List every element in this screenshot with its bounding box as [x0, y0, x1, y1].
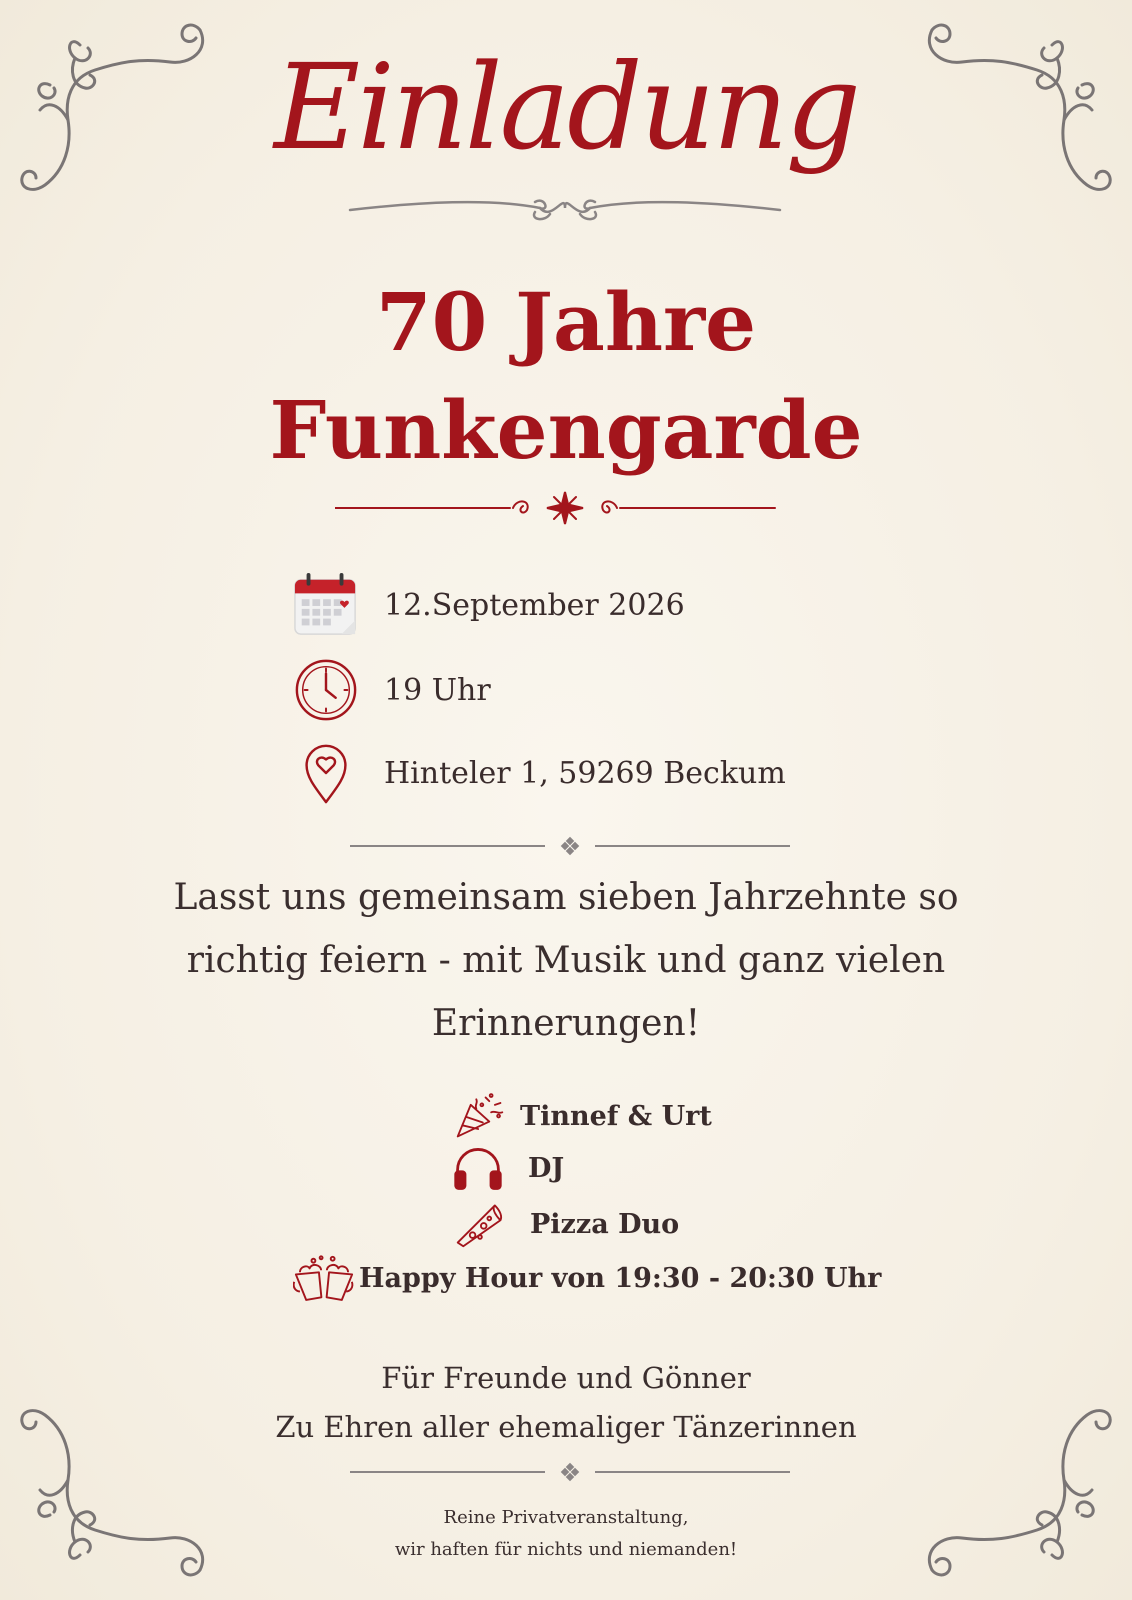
feature-label: DJ	[528, 1152, 565, 1184]
event-date: 12.September 2026	[384, 587, 685, 623]
invitation-message	[170, 866, 962, 1055]
footer-disclaimer	[0, 1502, 1132, 1566]
closing-line-2: Zu Ehren aller ehemaliger Tänzerinnen	[275, 1410, 857, 1444]
message-line-3: Erinnerungen!	[431, 1003, 701, 1044]
title-flourish-ornament	[340, 188, 790, 228]
script-title: Einladung	[273, 38, 859, 176]
message-line-1: Lasst uns gemeinsam sieben Jahrzehnte so	[173, 877, 959, 918]
closing-text	[0, 1354, 1132, 1452]
location-pin-heart-icon	[292, 739, 360, 807]
gray-divider	[350, 836, 790, 856]
calendar-icon	[292, 571, 360, 639]
time-row	[292, 655, 491, 725]
headline	[0, 268, 1132, 484]
feature-label: Pizza Duo	[530, 1208, 680, 1240]
feature-item	[450, 1142, 564, 1194]
feature-item	[452, 1090, 712, 1142]
footer-line-1: Reine Privatveranstaltung,	[443, 1507, 689, 1528]
event-address: Hinteler 1, 59269 Beckum	[384, 755, 786, 791]
pizza-slice-icon	[452, 1198, 508, 1250]
feature-label: Tinnef & Urt	[520, 1100, 712, 1132]
feature-label: Happy Hour von 19:30 - 20:30 Uhr	[359, 1262, 882, 1294]
feature-item	[452, 1198, 679, 1250]
headline-line-2: Funkengarde	[269, 383, 863, 477]
party-popper-icon	[452, 1090, 508, 1142]
message-line-2: richtig feiern - mit Musik und ganz vielen	[186, 940, 946, 981]
gray-divider	[350, 1462, 790, 1482]
date-row	[292, 570, 685, 640]
closing-line-1: Für Freunde und Gönner	[381, 1361, 751, 1395]
headphones-icon	[450, 1142, 506, 1194]
footer-line-2: wir haften für nichts und niemanden!	[394, 1539, 738, 1560]
address-row	[292, 738, 786, 808]
clock-icon	[292, 656, 360, 724]
event-time: 19 Uhr	[384, 672, 491, 708]
red-ornament-divider	[335, 488, 795, 528]
feature-item	[293, 1252, 881, 1304]
beer-mugs-icon	[293, 1252, 355, 1304]
headline-line-1: 70 Jahre	[375, 275, 757, 369]
